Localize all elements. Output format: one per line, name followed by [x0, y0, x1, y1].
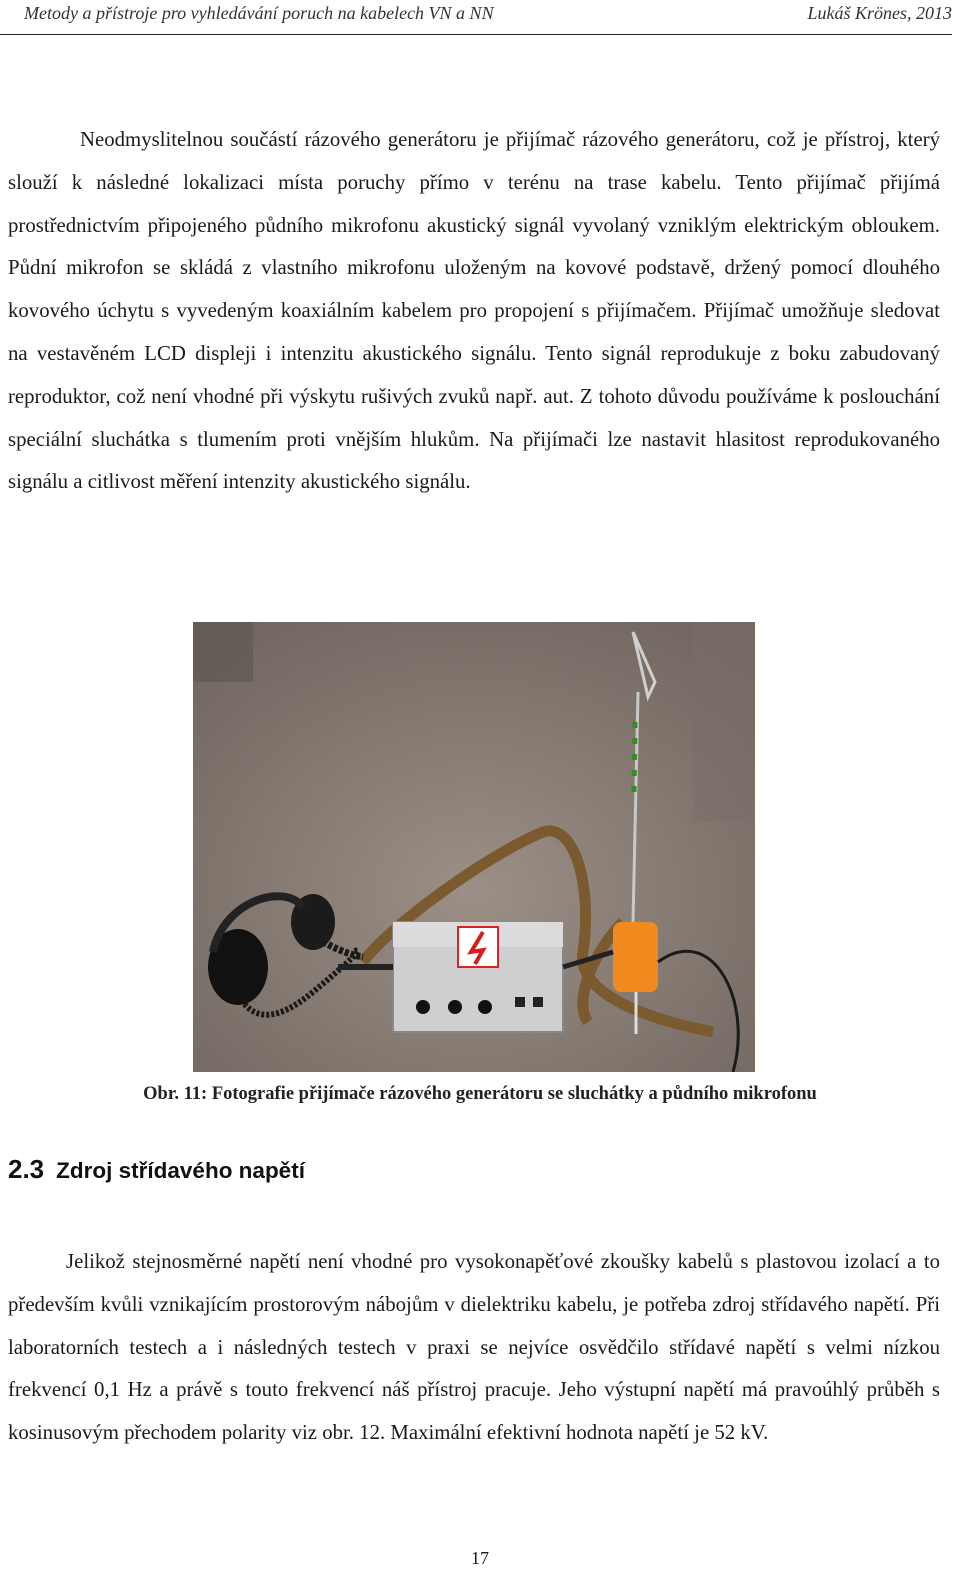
header-title: Metody a přístroje pro vyhledávání poruch na kabelech VN a NN	[24, 3, 494, 23]
section-heading	[8, 1154, 305, 1185]
section-title: Zdroj střídavého napětí	[56, 1158, 305, 1183]
body-paragraph-1: Neodmyslitelnou součástí rázového generátoru je přijímač rázového generátoru, což je přístroj, který slouží k následné lokalizaci místa poruchy přímo v terénu na trase kabelu. Tento přijímač přijímá prostřednictvím připojeného půdního mikrofonu akustický signál vyvolaný vzniklým elektrickým obloukem. Půdní mikrofon se skládá z vlastního mikrofonu uloženým na kovové podstavě, držený pomocí dlouhého kovového úchytu s vyvedeným koaxiálním kabelem pro propojení s přijímačem. Přijímač umožňuje sledovat na vestavěném LCD displeji i intenzitu akustického signálu. Tento signál reprodukuje z boku zabudovaný reproduktor, což není vhodné při výskytu rušivých zvuků např. aut. Z tohoto důvodu používáme k poslouchání speciální sluchátka s tlumením proti vnějším hlukům. Na přijímači lze nastavit hlasitost reprodukovaného signálu a citlivost měření intenzity akustického signálu.	[8, 128, 940, 494]
header-author: Lukáš Krönes, 2013	[807, 3, 952, 23]
photo-illustration	[193, 622, 755, 1072]
figure-caption: Obr. 11: Fotografie přijímače rázového generátoru se sluchátky a půdního mikrofonu	[143, 1084, 817, 1104]
receiver-photo	[193, 622, 755, 1072]
page-number: 17	[471, 1548, 489, 1568]
section-number: 2.3	[8, 1154, 45, 1184]
page-header	[0, 0, 952, 35]
body-paragraph-2: Jelikož stejnosměrné napětí není vhodné pro vysokonapěťové zkoušky kabelů s plastovou izolací a to především kvůli vznikajícím prostorovým nábojům v dielektriku kabelu, je potřeba zdroj střídavého napětí. Při laboratorních testech a i následných testech v praxi se nejvíce osvědčilo střídavé napětí s velmi nízkou frekvencí 0,1 Hz a právě s touto frekvencí náš přístroj pracuje. Jeho výstupní napětí má pravoúhlý průběh s kosinusovým přechodem polarity viz obr. 12. Maximální efektivní hodnota napětí je 52 kV.	[8, 1250, 940, 1445]
